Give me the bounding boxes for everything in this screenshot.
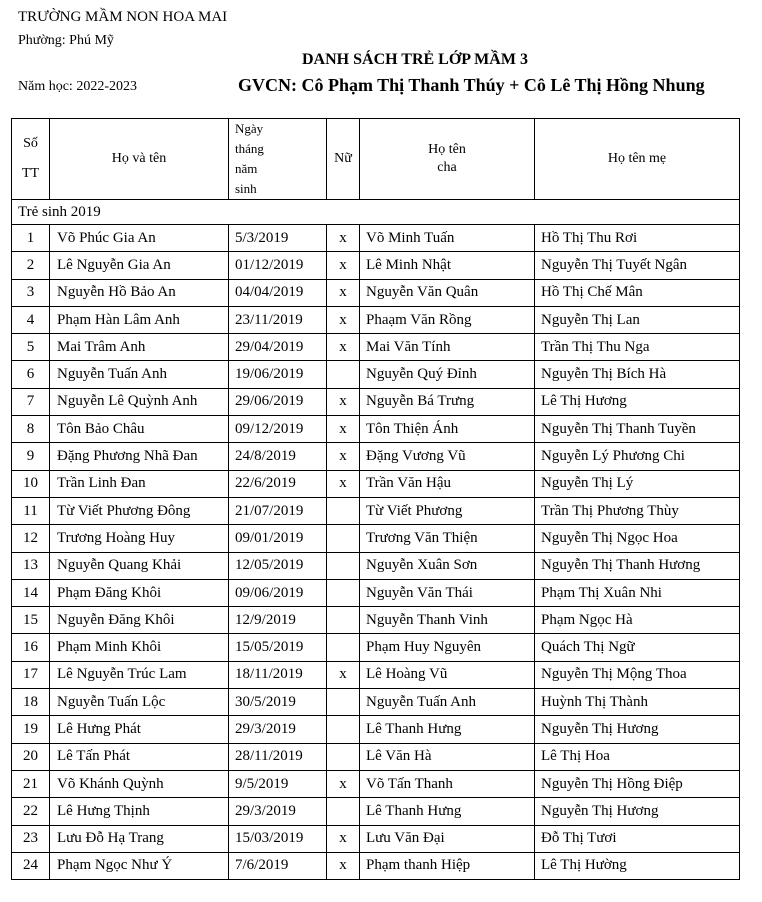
cell-stt: 1 [12,225,50,252]
cell-dob: 21/07/2019 [229,497,327,524]
cell-stt: 3 [12,279,50,306]
cell-name: Phạm Ngọc Như Ý [50,852,229,879]
cell-stt: 24 [12,852,50,879]
cell-female: x [327,443,360,470]
cell-dob: 01/12/2019 [229,252,327,279]
cell-name: Trương Hoàng Huy [50,525,229,552]
cell-dob: 09/12/2019 [229,416,327,443]
cell-dob: 5/3/2019 [229,225,327,252]
cell-stt: 8 [12,416,50,443]
cell-female [327,798,360,825]
cell-dob: 18/11/2019 [229,661,327,688]
cell-name: Võ Khánh Quỳnh [50,770,229,797]
cell-female [327,634,360,661]
cell-father: Phạm Huy Nguyên [360,634,535,661]
cell-dob: 15/03/2019 [229,825,327,852]
cell-mother: Đỗ Thị Tươi [535,825,740,852]
header-dob-line4: sinh [235,181,257,196]
cell-female [327,579,360,606]
cell-father: Nguyễn Tuấn Anh [360,689,535,716]
cell-stt: 11 [12,497,50,524]
cell-dob: 12/9/2019 [229,607,327,634]
table-row [12,552,740,579]
cell-father: Lê Hoàng Vũ [360,661,535,688]
cell-name: Lê Nguyễn Gia An [50,252,229,279]
cell-mother: Hồ Thị Chế Mân [535,279,740,306]
cell-female: x [327,416,360,443]
cell-mother: Trần Thị Thu Nga [535,334,740,361]
school-year: Năm học: 2022-2023 [18,79,137,94]
cell-name: Phạm Đăng Khôi [50,579,229,606]
cell-female [327,361,360,388]
cell-name: Tôn Bảo Châu [50,416,229,443]
cell-mother: Huỳnh Thị Thành [535,689,740,716]
header-female: Nữ [327,119,360,200]
cell-mother: Nguyễn Thị Ngọc Hoa [535,525,740,552]
student-table [11,118,740,880]
cell-female: x [327,852,360,879]
homeroom-teachers: GVCN: Cô Phạm Thị Thanh Thúy + Cô Lê Thị Hồng Nhung [238,75,705,95]
cell-father: Nguyễn Văn Thái [360,579,535,606]
header-father-line1: Họ tên [428,142,466,157]
cell-father: Phạm thanh Hiệp [360,852,535,879]
cell-name: Lê Hưng Thịnh [50,798,229,825]
cell-mother: Lê Thị Hường [535,852,740,879]
cell-dob: 09/01/2019 [229,525,327,552]
table-row [12,743,740,770]
header-father-line2: cha [437,160,457,175]
cell-father: Lê Thanh Hưng [360,716,535,743]
cell-female: x [327,334,360,361]
cell-name: Phạm Hàn Lâm Anh [50,306,229,333]
cell-female [327,743,360,770]
cell-female [327,716,360,743]
cell-father: Lê Văn Hà [360,743,535,770]
cell-father: Nguyễn Văn Quân [360,279,535,306]
cell-mother: Nguyễn Thị Hồng Điệp [535,770,740,797]
cell-mother: Quách Thị Ngữ [535,634,740,661]
cell-father: Võ Minh Tuấn [360,225,535,252]
cell-stt: 4 [12,306,50,333]
cell-female [327,497,360,524]
cell-female: x [327,252,360,279]
cell-dob: 12/05/2019 [229,552,327,579]
cell-stt: 2 [12,252,50,279]
cell-stt: 17 [12,661,50,688]
cell-father: Lê Thanh Hưng [360,798,535,825]
cell-dob: 29/3/2019 [229,716,327,743]
cell-name: Nguyễn Tuấn Anh [50,361,229,388]
table-row [12,798,740,825]
table-row [12,443,740,470]
cell-mother: Nguyễn Thị Tuyết Ngân [535,252,740,279]
cell-father: Nguyễn Xuân Sơn [360,552,535,579]
cell-stt: 5 [12,334,50,361]
cell-name: Nguyễn Hồ Bảo An [50,279,229,306]
cell-father: Lê Minh Nhật [360,252,535,279]
cell-name: Võ Phúc Gia An [50,225,229,252]
cell-name: Lê Hưng Phát [50,716,229,743]
header-father [360,119,535,200]
cell-father: Nguyễn Thanh Vinh [360,607,535,634]
cell-father: Võ Tấn Thanh [360,770,535,797]
cell-dob: 29/04/2019 [229,334,327,361]
cell-name: Phạm Minh Khôi [50,634,229,661]
cell-mother: Lê Thị Hoa [535,743,740,770]
cell-name: Nguyễn Quang Khải [50,552,229,579]
header-dob-line2: tháng [235,141,264,156]
cell-father: Trương Văn Thiện [360,525,535,552]
table-row [12,770,740,797]
cell-stt: 12 [12,525,50,552]
cell-dob: 7/6/2019 [229,852,327,879]
cell-name: Nguyễn Tuấn Lộc [50,689,229,716]
table-row [12,470,740,497]
cell-stt: 6 [12,361,50,388]
cell-mother: Nguyễn Thị Mộng Thoa [535,661,740,688]
cell-mother: Nguyễn Lý Phương Chi [535,443,740,470]
cell-mother: Nguyễn Thị Hương [535,798,740,825]
table-header-row [12,119,740,200]
cell-stt: 22 [12,798,50,825]
cell-father: Mai Văn Tính [360,334,535,361]
cell-name: Từ Viết Phương Đông [50,497,229,524]
cell-female: x [327,470,360,497]
cell-stt: 20 [12,743,50,770]
cell-female: x [327,225,360,252]
table-row [12,607,740,634]
cell-name: Lê Tấn Phát [50,743,229,770]
header-stt-line1: Số [23,136,38,151]
cell-father: Từ Viết Phương [360,497,535,524]
cell-father: Lưu Văn Đại [360,825,535,852]
table-row [12,416,740,443]
cell-name: Nguyễn Đăng Khôi [50,607,229,634]
cell-stt: 14 [12,579,50,606]
cell-father: Nguyễn Bá Trưng [360,388,535,415]
table-row [12,634,740,661]
cell-female [327,552,360,579]
cell-name: Nguyễn Lê Quỳnh Anh [50,388,229,415]
cell-stt: 18 [12,689,50,716]
cell-father: Tôn Thiện Ánh [360,416,535,443]
table-row [12,661,740,688]
cell-female [327,607,360,634]
header-stt [12,119,50,200]
cell-father: Phaạm Văn Rồng [360,306,535,333]
cell-mother: Phạm Thị Xuân Nhi [535,579,740,606]
cell-name: Trần Linh Đan [50,470,229,497]
cell-dob: 30/5/2019 [229,689,327,716]
cell-dob: 29/06/2019 [229,388,327,415]
header-name: Họ và tên [50,119,229,200]
cell-dob: 09/06/2019 [229,579,327,606]
cell-stt: 19 [12,716,50,743]
cell-mother: Nguyễn Thị Lý [535,470,740,497]
cell-dob: 22/6/2019 [229,470,327,497]
table-row [12,252,740,279]
table-row [12,852,740,879]
table-row [12,334,740,361]
cell-female [327,525,360,552]
cell-stt: 13 [12,552,50,579]
table-row [12,279,740,306]
cell-stt: 7 [12,388,50,415]
header-mother: Họ tên mẹ [535,119,740,200]
table-row [12,361,740,388]
cell-female [327,689,360,716]
header-dob-line1: Ngày [235,121,264,136]
cell-father: Trần Văn Hậu [360,470,535,497]
cell-father: Nguyễn Quý Đỉnh [360,361,535,388]
header-stt-line2: TT [21,166,40,181]
cell-female: x [327,661,360,688]
cell-female: x [327,306,360,333]
cell-father: Đặng Vương Vũ [360,443,535,470]
cell-mother: Nguyễn Thị Thanh Tuyền [535,416,740,443]
cell-stt: 15 [12,607,50,634]
header-dob-line3: năm [235,161,258,176]
cell-dob: 29/3/2019 [229,798,327,825]
cell-dob: 19/06/2019 [229,361,327,388]
cell-dob: 23/11/2019 [229,306,327,333]
table-row [12,525,740,552]
cell-mother: Trần Thị Phương Thùy [535,497,740,524]
ward-name: Phường: Phú Mỹ [18,33,114,48]
cell-name: Lê Nguyễn Trúc Lam [50,661,229,688]
table-row [12,825,740,852]
cell-stt: 9 [12,443,50,470]
table-row [12,388,740,415]
table-row [12,497,740,524]
group-row [12,200,740,225]
table-row [12,716,740,743]
table-row [12,689,740,716]
cell-name: Đặng Phương Nhã Đan [50,443,229,470]
group-label: Trẻ sinh 2019 [12,200,740,225]
cell-mother: Lê Thị Hương [535,388,740,415]
table-row [12,306,740,333]
cell-female: x [327,388,360,415]
cell-female: x [327,825,360,852]
cell-stt: 23 [12,825,50,852]
page-title: DANH SÁCH TRẺ LỚP MẦM 3 [302,51,528,68]
cell-dob: 9/5/2019 [229,770,327,797]
table-row [12,579,740,606]
cell-female: x [327,770,360,797]
cell-mother: Nguyễn Thị Thanh Hương [535,552,740,579]
cell-mother: Nguyễn Thị Lan [535,306,740,333]
cell-mother: Hồ Thị Thu Rơi [535,225,740,252]
cell-name: Mai Trâm Anh [50,334,229,361]
cell-female: x [327,279,360,306]
cell-stt: 10 [12,470,50,497]
cell-mother: Nguyễn Thị Bích Hà [535,361,740,388]
cell-mother: Phạm Ngọc Hà [535,607,740,634]
cell-name: Lưu Đỗ Hạ Trang [50,825,229,852]
cell-dob: 15/05/2019 [229,634,327,661]
cell-stt: 21 [12,770,50,797]
school-name: TRƯỜNG MẦM NON HOA MAI [18,9,228,25]
cell-dob: 24/8/2019 [229,443,327,470]
header-dob [229,119,327,200]
table-row [12,225,740,252]
cell-stt: 16 [12,634,50,661]
cell-mother: Nguyễn Thị Hương [535,716,740,743]
cell-dob: 28/11/2019 [229,743,327,770]
cell-dob: 04/04/2019 [229,279,327,306]
